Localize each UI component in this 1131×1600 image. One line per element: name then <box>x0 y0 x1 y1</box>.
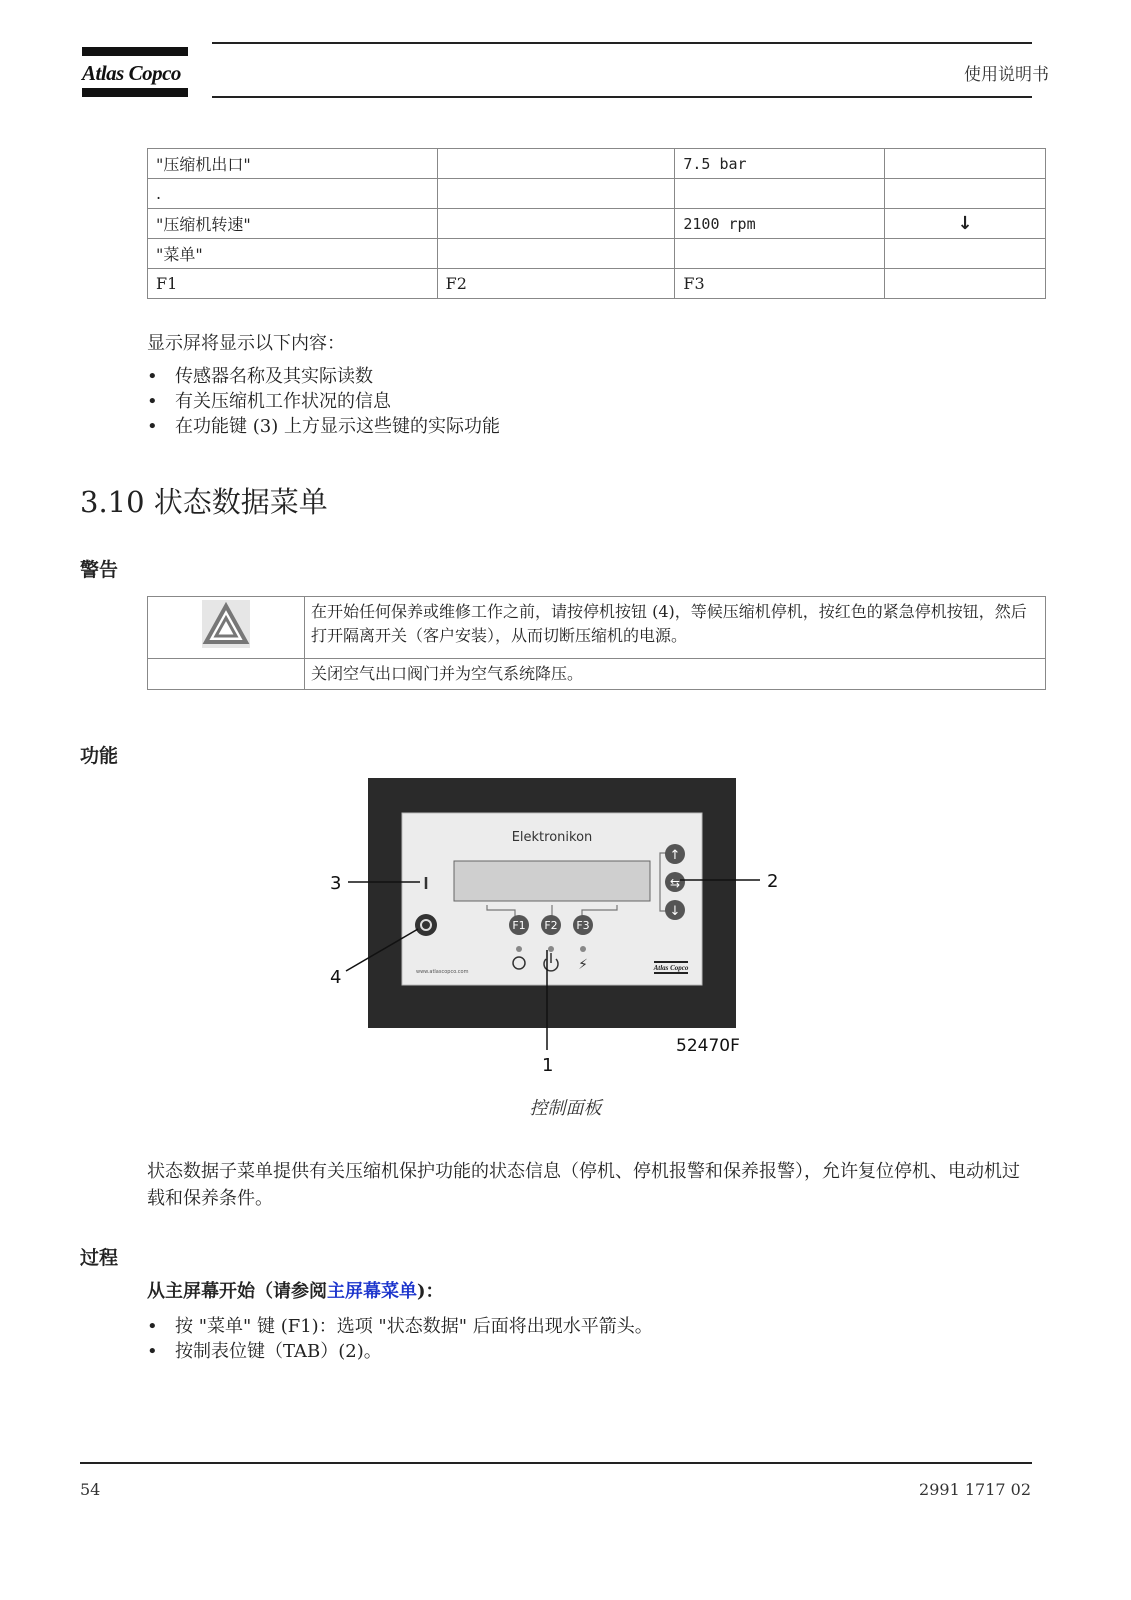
table-cell <box>437 209 675 239</box>
page-number: 54 <box>80 1480 101 1499</box>
warning-text: 在开始任何保养或维修工作之前，请按停机按钮 (4)，等候压缩机停机，按红色的紧急停机按钮，然后打开隔离开关（客户安装），从而切断压缩机的电源。 <box>305 597 1046 659</box>
f1-key-label: F1 <box>512 919 526 932</box>
header-rule-bottom <box>212 96 1032 98</box>
table-row <box>148 269 1046 299</box>
table-cell <box>675 179 885 209</box>
function-description: 状态数据子菜单提供有关压缩机保护功能的状态信息（停机、停机报警和保养报警），允许复位停机、电动机过载和保养条件。 <box>147 1161 1020 1209</box>
header-rule-top <box>212 42 1032 44</box>
atlas-copco-logo: Atlas Copco <box>82 61 181 85</box>
warning-triangle-icon <box>202 600 250 648</box>
table-cell <box>437 239 675 269</box>
procedure-bullet-list <box>147 1314 653 1364</box>
list-item: • 传感器名称及其实际读数 <box>147 364 500 389</box>
callout-4: 4 <box>330 967 342 988</box>
table-cell <box>437 149 675 179</box>
table-cell: 7.5 bar <box>675 149 885 179</box>
table-row <box>148 659 1046 690</box>
callout-3: 3 <box>330 873 342 894</box>
display-intro: 显示屏将显示以下内容： <box>147 333 345 354</box>
panel-url: www.atlascopco.com <box>416 969 469 975</box>
down-arrow-icon: ↓ <box>885 209 1046 239</box>
footer-rule <box>80 1462 1032 1464</box>
table-row <box>148 597 1046 659</box>
lcd-display <box>454 861 650 901</box>
function-heading: 功能 <box>80 745 119 767</box>
logo-bottom-bar <box>82 88 188 97</box>
display-bullet-list <box>147 364 500 439</box>
function-keys <box>509 915 593 935</box>
warning-table <box>147 596 1046 690</box>
table-cell <box>885 269 1046 299</box>
tab-icon: ⇆ <box>669 876 681 890</box>
elektronikon-label: Elektronikon <box>511 830 593 845</box>
list-item: • 在功能键 (3) 上方显示这些键的实际功能 <box>147 414 500 439</box>
voltage-icon: ⚡ <box>578 957 588 973</box>
table-cell: 2100 rpm <box>675 209 885 239</box>
list-item: • 按制表位键（TAB）(2)。 <box>147 1339 653 1364</box>
panel-logo: Atlas Copco <box>653 964 689 972</box>
callout-2: 2 <box>767 871 779 892</box>
table-cell: "压缩机出口" <box>148 149 438 179</box>
warning-heading: 警告 <box>80 559 119 581</box>
list-item: • 有关压缩机工作状况的信息 <box>147 389 500 414</box>
table-row <box>148 209 1046 239</box>
f3-key-label: F3 <box>576 919 590 932</box>
table-cell: "压缩机转速" <box>148 209 438 239</box>
table-cell <box>675 239 885 269</box>
table-cell <box>885 179 1046 209</box>
procedure-intro <box>147 1277 444 1303</box>
section-title: 3.10 状态数据菜单 <box>80 485 328 519</box>
figure-id: 52470F <box>676 1036 740 1056</box>
table-cell: F2 <box>437 269 675 299</box>
table-cell <box>148 659 305 690</box>
callout-1: 1 <box>542 1055 554 1076</box>
table-cell: . <box>148 179 438 209</box>
header-title: 使用说明书 <box>964 65 1049 85</box>
control-panel-figure <box>320 775 800 1085</box>
procedure-intro-text: 从主屏幕开始（请参阅 <box>147 1281 327 1302</box>
table-cell <box>437 179 675 209</box>
up-arrow-icon: ↑ <box>669 848 681 863</box>
down-arrow-key-icon: ↓ <box>669 904 681 919</box>
warning-icon-cell <box>148 597 305 659</box>
stop-button[interactable] <box>415 914 437 936</box>
doc-number: 2991 1717 02 <box>919 1480 1031 1499</box>
table-row <box>148 179 1046 209</box>
table-cell: F1 <box>148 269 438 299</box>
main-screen-menu-link[interactable]: 主屏幕菜单 <box>327 1281 417 1302</box>
procedure-heading: 过程 <box>80 1247 119 1269</box>
table-cell: "菜单" <box>148 239 438 269</box>
f2-key-label: F2 <box>544 919 558 932</box>
table-cell <box>885 149 1046 179</box>
logo-top-bar <box>82 47 188 56</box>
list-item: • 按 "菜单" 键 (F1)：选项 "状态数据" 后面将出现水平箭头。 <box>147 1314 653 1339</box>
display-table <box>147 148 1046 299</box>
table-row <box>148 239 1046 269</box>
table-cell: F3 <box>675 269 885 299</box>
table-row <box>148 149 1046 179</box>
warning-text: 关闭空气出口阀门并为空气系统降压。 <box>305 659 1046 690</box>
table-cell <box>885 239 1046 269</box>
figure-caption: 控制面板 <box>529 1098 602 1119</box>
procedure-intro-end: )： <box>417 1281 444 1302</box>
